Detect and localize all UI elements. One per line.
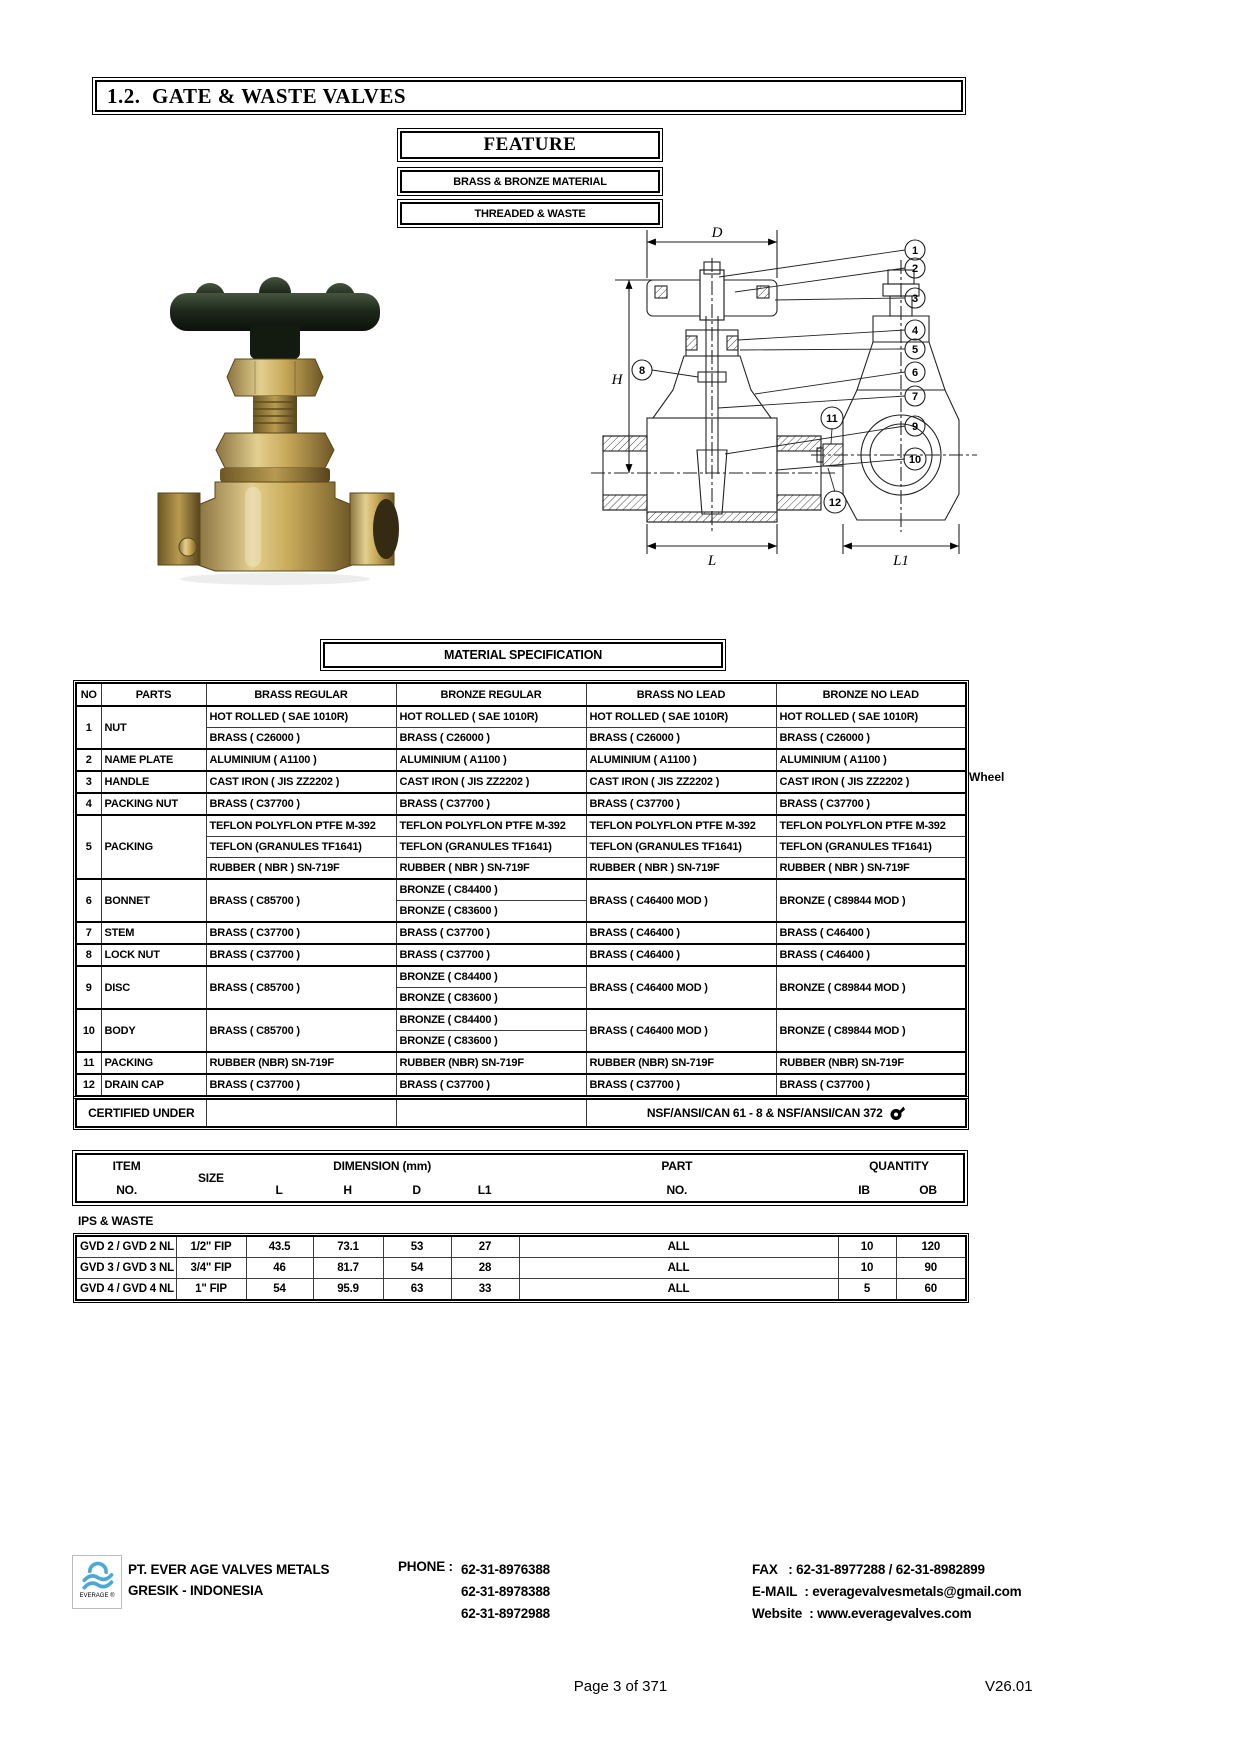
table-row: GVD 3 / GVD 3 NL 3/4" FIP 46 81.7 54 28 ALL 10 90 <box>76 1258 966 1279</box>
callout-5: 5 <box>911 344 919 356</box>
table-row: 11 PACKING RUBBER (NBR) SN-719F RUBBER (NBR) SN-719F RUBBER (NBR) SN-719F RUBBER (NBR) SN-719F <box>76 1052 966 1074</box>
callout-8: 8 <box>638 365 646 377</box>
table-row: BRONZE ( C83600 ) <box>76 901 966 923</box>
company-logo <box>72 1555 122 1609</box>
company-name: PT. EVER AGE VALVES METALS <box>128 1562 330 1577</box>
table-row: GVD 4 / GVD 4 NL 1" FIP 54 95.9 63 33 ALL 5 60 <box>76 1279 966 1301</box>
fax-line: FAX : 62-31-8977288 / 62-31-8982899 <box>752 1562 985 1577</box>
phone-label: PHONE : <box>398 1559 453 1574</box>
table-row: 4 PACKING NUT BRASS ( C37700 ) BRASS ( C37700 ) BRASS ( C37700 ) BRASS ( C37700 ) <box>76 793 966 815</box>
dimension-table-header: ITEM NO. SIZE DIMENSION (mm) L H D L1 PART NO. QUANTITY IB OB <box>75 1153 965 1203</box>
section-title: 1.2. GATE & WASTE VALVES <box>107 83 407 108</box>
material-spec-table <box>75 682 967 1097</box>
valve-stem-nut <box>227 359 323 433</box>
certified-table <box>75 1098 967 1128</box>
phone-number: 62-31-8976388 <box>461 1562 550 1577</box>
feature-title-box <box>400 131 660 159</box>
photo-shadow <box>180 573 370 585</box>
dim-label-l1: L1 <box>893 553 909 567</box>
phone-number: 62-31-8978388 <box>461 1584 550 1599</box>
feature-title: FEATURE <box>483 134 577 155</box>
callout-1: 1 <box>911 245 919 257</box>
valve-bonnet <box>216 433 334 482</box>
callout-10: 10 <box>908 454 922 466</box>
table-row: BRONZE ( C83600 ) <box>76 1031 966 1053</box>
callout-6: 6 <box>911 367 919 379</box>
page-number: Page 3 of 371 <box>573 1678 668 1695</box>
certified-label: CERTIFIED UNDER <box>76 1099 206 1127</box>
wheel-annotation: Wheel <box>969 770 1005 784</box>
table-row: 3 HANDLE CAST IRON ( JIS ZZ2202 ) CAST IRON ( JIS ZZ2202 ) CAST IRON ( JIS ZZ2202 ) CAST IRON ( JIS ZZ2202 ) <box>76 771 966 793</box>
callout-3: 3 <box>911 293 919 305</box>
table-row: 7 STEM BRASS ( C37700 ) BRASS ( C37700 ) BRASS ( C46400 ) BRASS ( C46400 ) <box>76 922 966 944</box>
callout-9: 9 <box>911 421 919 433</box>
table-row: 5 PACKING TEFLON POLYFLON PTFE M-392 TEFLON POLYFLON PTFE M-392 TEFLON POLYFLON PTFE M-392 TEFLON POLYFLON PTFE M-392 <box>76 815 966 837</box>
table-row: 10 BODY BRASS ( C85700 ) BRONZE ( C84400 ) BRASS ( C46400 MOD ) BRONZE ( C89844 MOD ) <box>76 1009 966 1031</box>
table-row <box>76 1099 966 1127</box>
table-row: 9 DISC BRASS ( C85700 ) BRONZE ( C84400 ) BRASS ( C46400 MOD ) BRONZE ( C89844 MOD ) <box>76 966 966 988</box>
dim-label-l: L <box>707 553 717 567</box>
group-label-ips-waste: IPS & WASTE <box>78 1214 154 1228</box>
table-row: 12 DRAIN CAP BRASS ( C37700 ) BRASS ( C37700 ) BRASS ( C37700 ) BRASS ( C37700 ) <box>76 1074 966 1096</box>
certified-value: NSF/ANSI/CAN 61 - 8 & NSF/ANSI/CAN 372 <box>646 1106 883 1120</box>
table-row: TEFLON (GRANULES TF1641) TEFLON (GRANULES TF1641) TEFLON (GRANULES TF1641) TEFLON (GRANULES TF1641) <box>76 837 966 858</box>
certification-mark-icon <box>889 1105 905 1121</box>
phone-number: 62-31-8972988 <box>461 1606 550 1621</box>
certified-value-cell <box>586 1099 966 1127</box>
callout-7: 7 <box>911 391 919 403</box>
table-row: 1 NUT HOT ROLLED ( SAE 1010R) HOT ROLLED ( SAE 1010R) HOT ROLLED ( SAE 1010R) HOT ROLLED ( SAE 1010R) <box>76 706 966 728</box>
table-row: BRONZE ( C83600 ) <box>76 988 966 1010</box>
section-header-box <box>95 80 963 112</box>
callout-11: 11 <box>826 413 838 425</box>
dim-label-h: H <box>611 372 623 388</box>
callout-4: 4 <box>911 325 919 337</box>
feature-item-threaded: THREADED & WASTE <box>400 202 660 225</box>
certified-empty-1 <box>206 1099 396 1127</box>
callout-2: 2 <box>911 263 919 275</box>
certified-empty-2 <box>396 1099 586 1127</box>
callout-12: 12 <box>828 497 842 509</box>
version-label: V26.01 <box>985 1678 1033 1695</box>
valve-body <box>158 482 399 571</box>
dim-label-d: D <box>711 225 723 241</box>
material-spec-title-box: MATERIAL SPECIFICATION <box>323 642 723 668</box>
feature-item-material: BRASS & BRONZE MATERIAL <box>400 170 660 193</box>
company-city: GRESIK - INDONESIA <box>128 1583 264 1598</box>
valve-handle <box>170 277 380 359</box>
valve-technical-drawing <box>585 222 1000 567</box>
table-row: 8 LOCK NUT BRASS ( C37700 ) BRASS ( C37700 ) BRASS ( C46400 ) BRASS ( C46400 ) <box>76 944 966 966</box>
email-line: E-MAIL : everagevalvesmetals@gmail.com <box>752 1584 1022 1599</box>
table-row: BRASS ( C26000 ) BRASS ( C26000 ) BRASS ( C26000 ) BRASS ( C26000 ) <box>76 728 966 750</box>
logo-caption: EVERAGE ® <box>79 1593 115 1599</box>
table-row: GVD 2 / GVD 2 NL 1/2" FIP 43.5 73.1 53 27 ALL 10 120 <box>76 1236 966 1258</box>
table-row: 6 BONNET BRASS ( C85700 ) BRONZE ( C84400 ) BRASS ( C46400 MOD ) BRONZE ( C89844 MOD ) <box>76 879 966 901</box>
table-row: RUBBER ( NBR ) SN-719F RUBBER ( NBR ) SN-719F RUBBER ( NBR ) SN-719F RUBBER ( NBR ) SN-719F <box>76 858 966 880</box>
dimension-data-table <box>75 1235 967 1301</box>
drain-plug <box>179 538 197 556</box>
everage-logo-icon <box>77 1556 117 1592</box>
valve-photo <box>150 265 400 590</box>
website-line: Website : www.everagevalves.com <box>752 1606 972 1621</box>
table-row: 2 NAME PLATE ALUMINIUM ( A1100 ) ALUMINIUM ( A1100 ) ALUMINIUM ( A1100 ) ALUMINIUM ( A1100 ) <box>76 749 966 771</box>
spec-header-row: NO PARTS BRASS REGULAR BRONZE REGULAR BRASS NO LEAD BRONZE NO LEAD <box>76 683 966 706</box>
